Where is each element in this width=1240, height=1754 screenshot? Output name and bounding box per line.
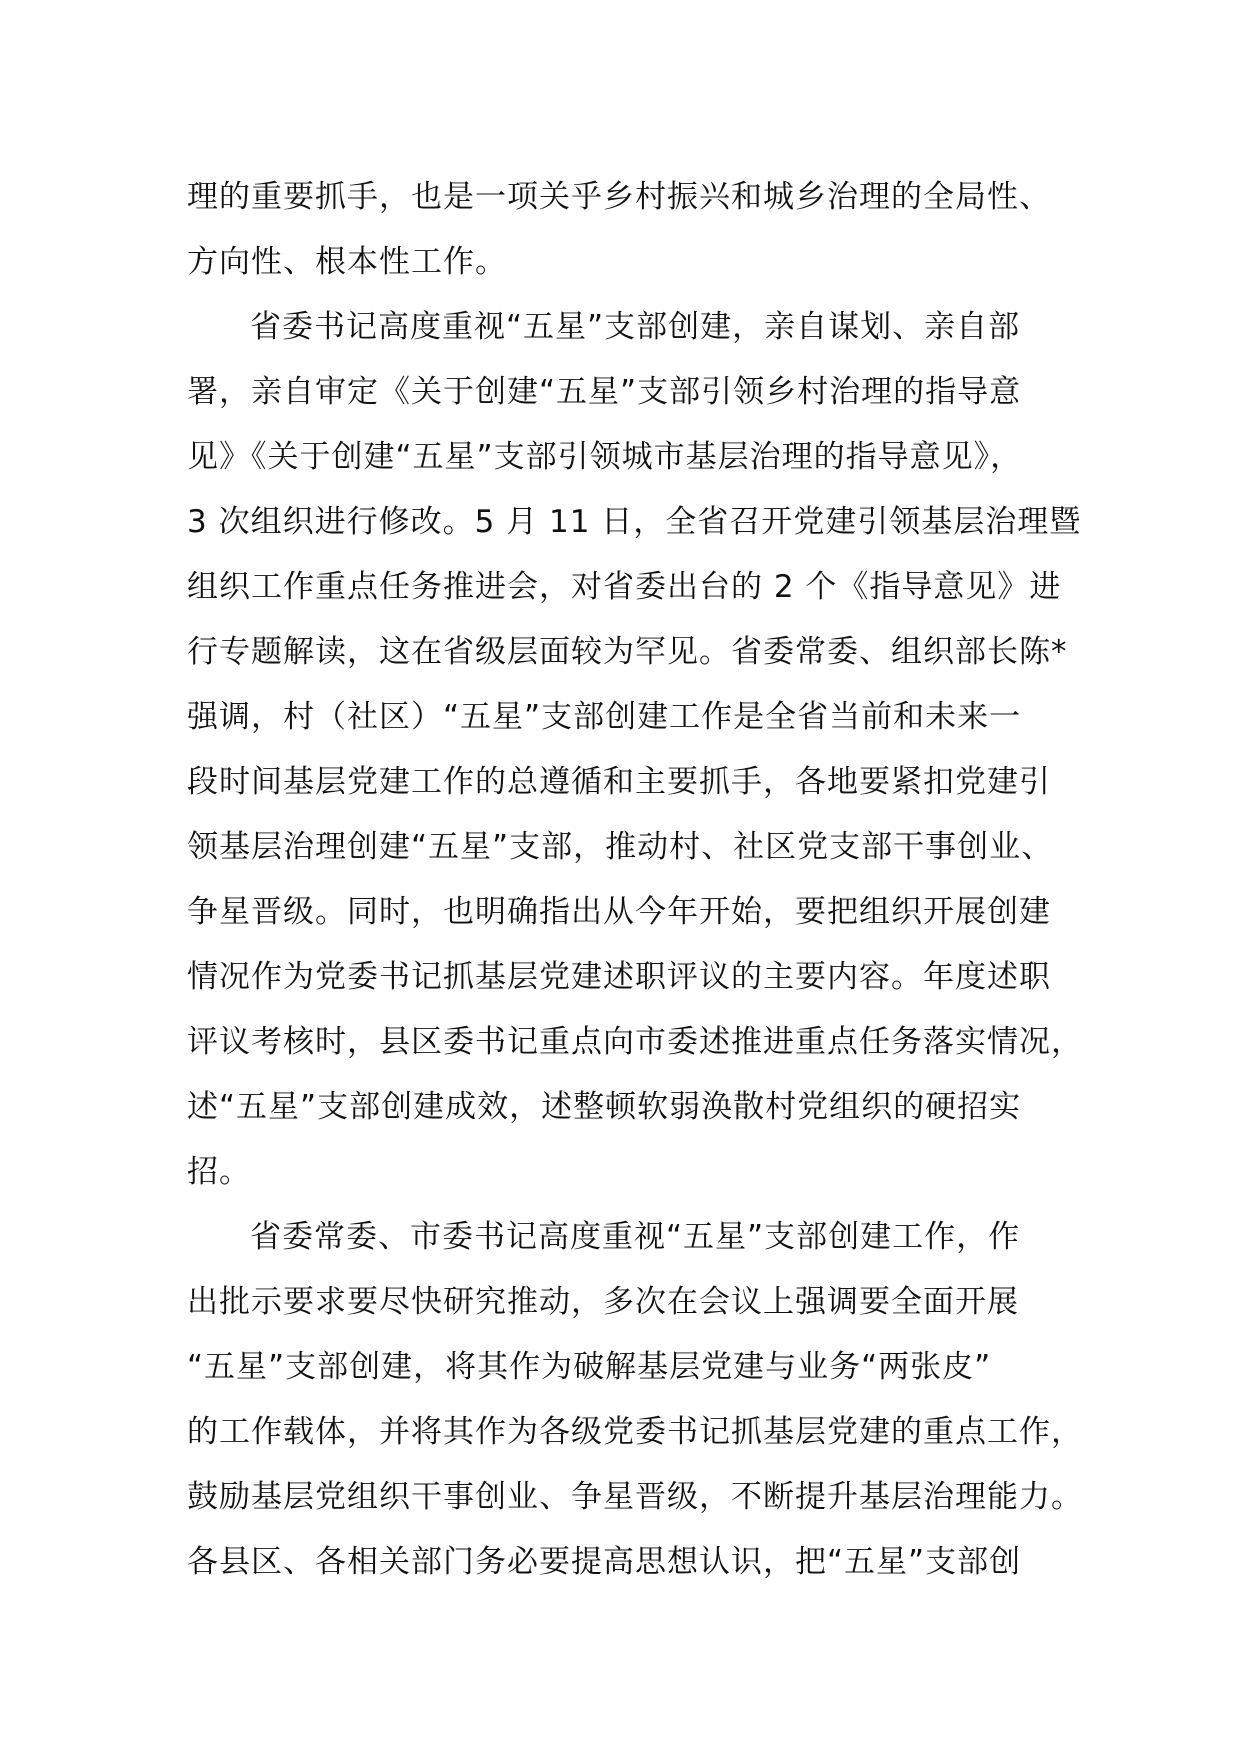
text-line: 理的重要抓手，也是一项关乎乡村振兴和城乡治理的全局性、 (187, 179, 1051, 215)
text-line: 署，亲自审定《关于创建“五星”支部引领乡村治理的指导意 (187, 374, 1022, 410)
text-line: 领基层治理创建“五星”支部，推动村、社区党支部干事创业、 (187, 829, 1054, 865)
document-body (187, 165, 1083, 1595)
text-line: 3 次组织进行修改。5 月 11 日，全省召开党建引领基层治理暨 (187, 504, 1082, 540)
text-line: 招。 (187, 1154, 251, 1190)
text-line: 情况作为党委书记抓基层党建述职评议的主要内容。年度述职 (187, 959, 1051, 995)
text-line: 行专题解读，这在省级层面较为罕见。省委常委、组织部长陈* (187, 634, 1068, 670)
text-line: 见》《关于创建“五星”支部引领城市基层治理的指导意见》， (187, 439, 1023, 475)
text-line: 鼓励基层党组织干事创业、争星晋级，不断提升基层治理能力。 (187, 1479, 1083, 1515)
text-line: 争星晋级。同时，也明确指出从今年开始，要把组织开展创建 (187, 894, 1051, 930)
text-line: 组织工作重点任务推进会，对省委出台的 2 个《指导意见》进 (187, 569, 1062, 605)
text-line: 各县区、各相关部门务必要提高思想认识，把“五星”支部创 (187, 1544, 1022, 1580)
text-line: 评议考核时，县区委书记重点向市委述推进重点任务落实情况， (187, 1024, 1083, 1060)
text-line: 出批示要求要尽快研究推动，多次在会议上强调要全面开展 (187, 1284, 1019, 1320)
text-line: 的工作载体，并将其作为各级党委书记抓基层党建的重点工作， (187, 1414, 1083, 1450)
text-line: 方向性、根本性工作。 (187, 244, 507, 280)
text-line: 省委常委、市委书记高度重视“五星”支部创建工作，作 (250, 1219, 1021, 1255)
text-line: 述“五星”支部创建成效，述整顿软弱涣散村党组织的硬招实 (187, 1089, 1022, 1125)
text-line: 强调，村（社区）“五星”支部创建工作是全省当前和未来一 (187, 699, 1022, 735)
text-line: 段时间基层党建工作的总遵循和主要抓手，各地要紧扣党建引 (187, 764, 1051, 800)
text-line: “五星”支部创建，将其作为破解基层党建与业务“两张皮” (187, 1349, 992, 1385)
text-line: 省委书记高度重视“五星”支部创建，亲自谋划、亲自部 (250, 309, 1021, 345)
